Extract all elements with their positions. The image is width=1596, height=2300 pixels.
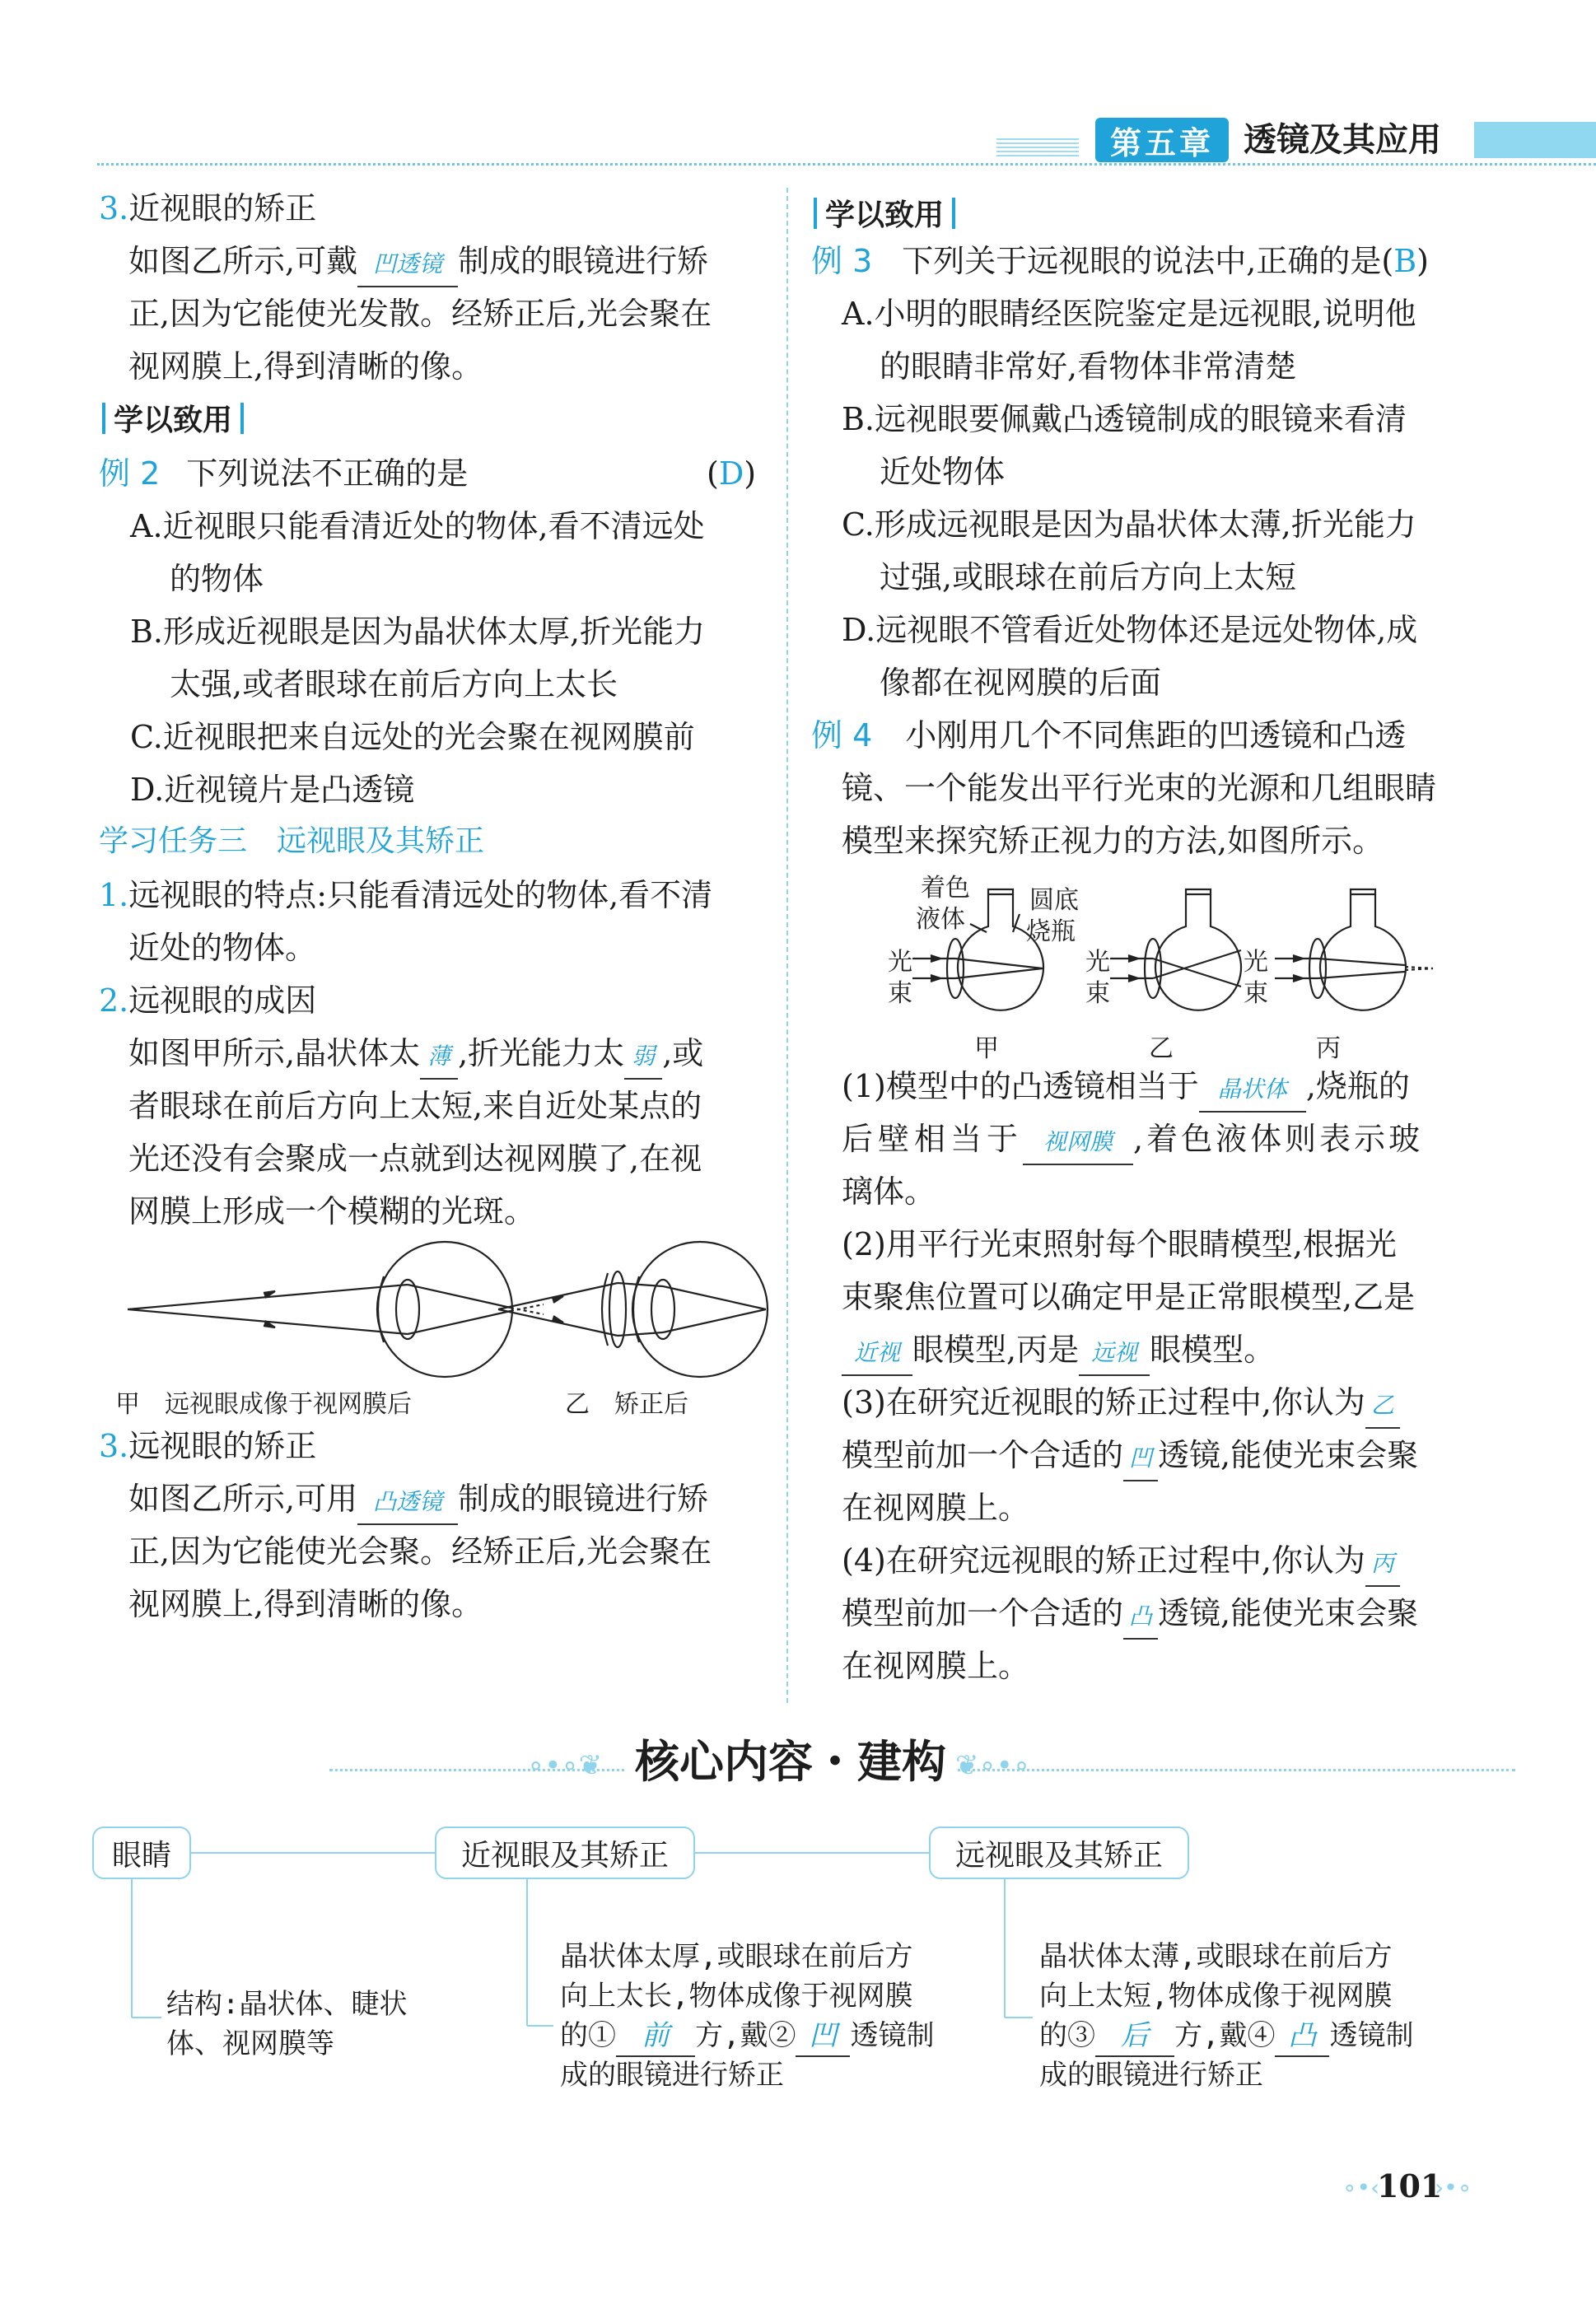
flask-bing [1320, 889, 1406, 1010]
ex4-q3-line2: 模型前加一个合适的 凹 透镜,能使光束会聚 [842, 1429, 1418, 1481]
answer-blank: 近视 [842, 1332, 912, 1376]
page-number: 101 [1377, 2167, 1443, 2204]
answer-blank: 凸 [1123, 1595, 1158, 1640]
fig-liquid-label-2: 液体 [916, 905, 965, 934]
answer-blank: 薄 [420, 1035, 458, 1080]
answer-blank: 晶状体 [1199, 1068, 1306, 1113]
core-banner-ornament-right: ❦∘•∘ [955, 1749, 1031, 1782]
core-banner-title: 核心内容・建构 [626, 1731, 955, 1794]
example-4-question-line1: 例 4 小刚用几个不同焦距的凹透镜和凸透 [811, 717, 1407, 753]
ex4-q1-line2: 后壁相当于 视网膜 ,着色液体则表示玻 [842, 1113, 1423, 1165]
task3-item2-p3: 光还没有会聚成一点就到达视网膜了,在视 [128, 1141, 702, 1177]
fig-beam-label-jia: 光 [888, 948, 912, 977]
task3-item2-p4: 网膜上形成一个模糊的光斑。 [128, 1193, 536, 1229]
left-s3-p2: 正,因为它能使光发散。经矫正后,光会聚在 [128, 296, 712, 332]
figure-yi-caption: 乙 矫正后 [565, 1390, 688, 1419]
task3-item3-p2: 正,因为它能使光会聚。经矫正后,光会聚在 [128, 1533, 712, 1570]
left-s3-title: 3.近视眼的矫正 [99, 190, 317, 226]
concept-myopia-line2: 向上太长,物体成像于视网膜 [560, 1980, 913, 2013]
answer-blank: 凹 [796, 2016, 850, 2057]
ex2-option-a-line1: A.近视眼只能看清近处的物体,看不清远处 [130, 508, 705, 544]
ex4-q4-line3: 在视网膜上。 [842, 1648, 1030, 1684]
fig-beam-label-jia-2: 束 [888, 979, 912, 1008]
fig-liquid-label: 着色 [921, 874, 970, 903]
ex4-q4-line1: (4)在研究远视眼的矫正过程中,你认为 丙 [842, 1534, 1400, 1587]
ex2-option-b-line1: B.形成近视眼是因为晶状体太厚,折光能力 [130, 613, 706, 650]
ex3-option-b-line2: 近处物体 [880, 454, 1006, 490]
task3-item1-line2: 近处的物体。 [128, 930, 317, 966]
concept-hyperopia-line4: 成的眼镜进行矫正 [1039, 2059, 1263, 2092]
lens-jia [396, 1280, 419, 1339]
ex4-q4-line2: 模型前加一个合适的 凸 透镜,能使光束会聚 [842, 1587, 1418, 1640]
concept-myopia-line4: 成的眼镜进行矫正 [560, 2059, 784, 2092]
ex4-q3-line3: 在视网膜上。 [842, 1490, 1030, 1526]
task3-item2-p1: 如图甲所示,晶状体太 薄 ,折光能力太 弱 ,或 [128, 1027, 703, 1080]
task3-item3-title: 3.远视眼的矫正 [99, 1428, 317, 1464]
ex3-option-b-line1: B.远视眼要佩戴凸透镜制成的眼镜来看清 [842, 401, 1407, 437]
task3-item2-p2: 者眼球在前后方向上太短,来自近处某点的 [128, 1088, 702, 1124]
ex4-q2-line1: (2)用平行光束照射每个眼睛模型,根据光 [842, 1226, 1397, 1262]
example-4-question-line3: 模型来探究矫正视力的方法,如图所示。 [842, 823, 1384, 859]
fig-flask-label-2: 烧瓶 [1026, 917, 1076, 946]
concept-myopia-line3: 的① 前 方,戴② 凹 透镜制 [560, 2016, 934, 2057]
fig-beam-label-bing: 光 [1244, 948, 1268, 977]
ex2-option-b-line2: 太强,或者眼球在前后方向上太长 [170, 666, 618, 702]
fig-beam-label-yi: 光 [1085, 948, 1110, 977]
left-s3-p1: 如图乙所示,可戴 凹透镜 制成的眼镜进行矫 [128, 235, 708, 287]
page-number-ornament: ∘•‹ [1342, 2174, 1380, 2201]
answer-blank: 弱 [624, 1035, 662, 1080]
answer-blank: 远视 [1079, 1332, 1150, 1376]
concept-box-hyperopia: 远视眼及其矫正 [929, 1826, 1189, 1879]
ex3-option-c-line2: 过强,或眼球在前后方向上太短 [880, 559, 1297, 595]
ex4-q1-line1: (1)模型中的凸透镜相当于 晶状体 ,烧瓶的 [842, 1060, 1410, 1113]
answer-blank: 前 [616, 2016, 695, 2057]
ex2-option-c: C.近视眼把来自远处的光会聚在视网膜前 [130, 719, 695, 755]
ex3-option-d-line2: 像都在视网膜的后面 [880, 665, 1162, 701]
concept-hyperopia-line2: 向上太短,物体成像于视网膜 [1039, 1980, 1393, 2013]
concept-myopia-line1: 晶状体太厚,或眼球在前后方 [560, 1940, 913, 1973]
answer-blank: 凹透镜 [357, 243, 458, 287]
answer-blank: 视网膜 [1023, 1121, 1133, 1165]
eye-ball-yi [632, 1242, 768, 1377]
flask-yi [1155, 889, 1241, 1010]
hyperopia-corrected-figure [494, 1235, 774, 1383]
answer-blank: 丙 [1365, 1542, 1400, 1587]
left-practice-heading: 学以致用 [102, 397, 244, 439]
task3-item3-p3: 视网膜上,得到清晰的像。 [128, 1586, 483, 1622]
concept-hyperopia-line1: 晶状体太薄,或眼球在前后方 [1039, 1940, 1393, 1973]
concept-eye-line1: 结构:晶状体、睫状 [166, 1988, 408, 2021]
example-2-question: 例 2 下列说法不正确的是 [99, 455, 469, 492]
fig-model-jia-label: 甲 [974, 1034, 999, 1063]
concept-hyperopia-line3: 的③ 后 方,戴④ 凸 透镜制 [1039, 2016, 1413, 2057]
cornea-yi [633, 1276, 639, 1342]
example-3-question: 例 3 下列关于远视眼的说法中,正确的是(B) [811, 243, 1429, 279]
chapter-badge [1095, 118, 1229, 162]
example-4-question-line2: 镜、一个能发出平行光束的光源和几组眼睛 [842, 770, 1437, 806]
concept-box-myopia: 近视眼及其矫正 [435, 1826, 695, 1879]
page-number-ornament-right: ›•∘ [1435, 2174, 1472, 2201]
task3-heading: 学习任务三 远视眼及其矫正 [99, 824, 485, 858]
ex3-option-a-line2: 的眼睛非常好,看物体非常清楚 [880, 348, 1297, 385]
ex4-q3-line1: (3)在研究近视眼的矫正过程中,你认为 乙 [842, 1376, 1400, 1429]
example-2-answer: (D) [707, 455, 757, 492]
answer-blank: 乙 [1365, 1384, 1400, 1429]
answer-blank: 凸 [1275, 2016, 1329, 2057]
concept-box-eye: 眼睛 [92, 1826, 191, 1879]
answer-blank: 凸透镜 [357, 1481, 458, 1525]
fig-flask-label: 圆底 [1029, 886, 1079, 915]
eye-model-flask-figure [881, 873, 1474, 1029]
ex4-q2-line3: 近视 眼模型,丙是 远视 眼模型。 [842, 1323, 1275, 1376]
fig-beam-label-bing-2: 束 [1244, 979, 1268, 1008]
ex4-q1-line3: 璃体。 [842, 1173, 936, 1210]
task3-item1-line1: 1.远视眼的特点:只能看清远处的物体,看不清 [99, 877, 713, 913]
chapter-label: 第五章 [1109, 124, 1214, 161]
header-bar [1474, 122, 1596, 158]
eye-ball-jia [377, 1242, 512, 1377]
answer-blank: 后 [1095, 2016, 1174, 2057]
ex2-option-a-line2: 的物体 [170, 561, 264, 597]
chapter-title: 透镜及其应用 [1244, 121, 1441, 159]
ex4-q2-line2: 束聚焦位置可以确定甲是正常眼模型,乙是 [842, 1279, 1416, 1315]
right-practice-heading: 学以致用 [814, 192, 955, 234]
ex3-option-c-line1: C.形成远视眼是因为晶状体太薄,折光能力 [842, 506, 1416, 543]
ex3-option-d-line1: D.远视眼不管看近处物体还是远处物体,成 [842, 612, 1418, 648]
answer-blank: 凹 [1123, 1437, 1158, 1481]
ex3-option-a-line1: A.小明的眼睛经医院鉴定是远视眼,说明他 [842, 296, 1416, 332]
ex2-option-d: D.近视镜片是凸透镜 [130, 772, 415, 808]
header-dotted-rule [97, 163, 1596, 166]
task3-item3-p1: 如图乙所示,可用 凸透镜 制成的眼镜进行矫 [128, 1472, 708, 1525]
figure-jia-caption: 甲 远视眼成像于视网膜后 [115, 1390, 412, 1419]
fig-model-bing-label: 丙 [1316, 1034, 1341, 1063]
left-s3-p3: 视网膜上,得到清晰的像。 [128, 348, 483, 385]
fig-beam-label-yi-2: 束 [1085, 979, 1110, 1008]
core-banner-ornament-left: ∘•∘❦ [527, 1749, 603, 1782]
column-divider [786, 188, 788, 1703]
header-stripes [996, 138, 1079, 158]
concept-eye-line2: 体、视网膜等 [166, 2027, 334, 2060]
task3-item2-title: 2.远视眼的成因 [99, 982, 317, 1019]
fig-model-yi-label: 乙 [1149, 1034, 1174, 1063]
